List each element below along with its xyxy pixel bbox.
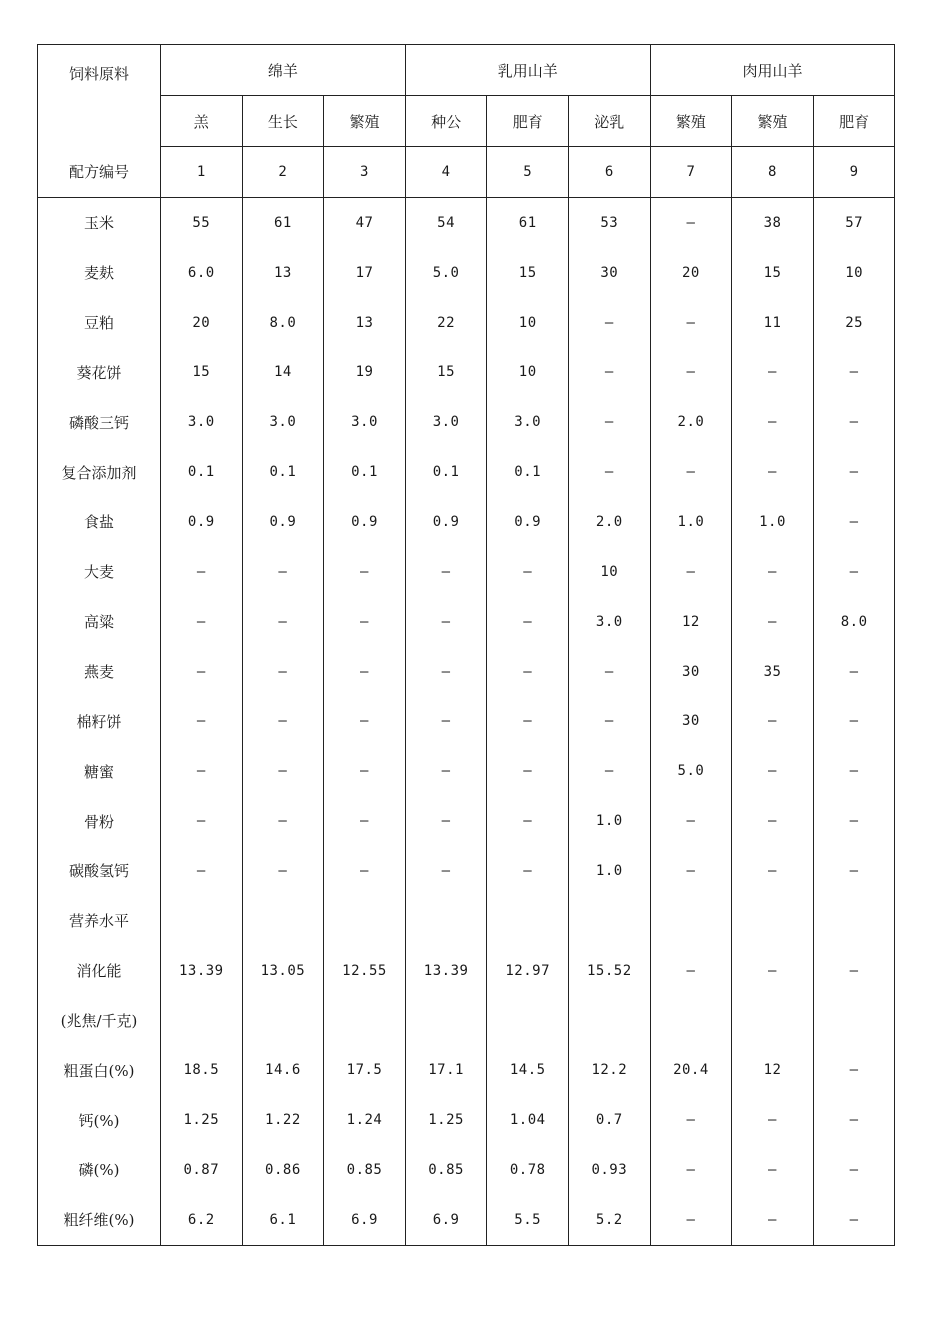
table-row — [38, 846, 895, 896]
row-label: 麦麸 — [38, 248, 161, 298]
value-cell: — — [569, 298, 651, 348]
value-cell: 12 — [650, 597, 732, 647]
value-cell: 0.1 — [405, 447, 487, 497]
value-cell: 47 — [324, 198, 406, 248]
value-cell: 1.0 — [732, 497, 814, 547]
value-cell: — — [487, 796, 569, 846]
value-cell: 5.2 — [569, 1195, 651, 1245]
table-row — [38, 348, 895, 398]
formula-number: 5 — [487, 147, 569, 198]
value-cell: — — [650, 1095, 732, 1145]
row-label: 营养水平 — [38, 896, 161, 946]
value-cell: — — [813, 397, 895, 447]
value-cell: 0.1 — [242, 447, 324, 497]
value-cell: 10 — [487, 298, 569, 348]
row-label: 葵花饼 — [38, 348, 161, 398]
table-row — [38, 1195, 895, 1245]
value-cell — [161, 896, 243, 946]
table-row — [38, 1145, 895, 1195]
value-cell: 0.1 — [324, 447, 406, 497]
table-row — [38, 447, 895, 497]
value-cell: — — [732, 796, 814, 846]
table-row — [38, 946, 895, 996]
value-cell — [242, 996, 324, 1046]
value-cell: 6.9 — [405, 1195, 487, 1245]
value-cell: — — [732, 348, 814, 398]
table-row — [38, 1095, 895, 1145]
value-cell: 13.39 — [405, 946, 487, 996]
row-label: 粗纤维(%) — [38, 1195, 161, 1245]
row-label: 玉米 — [38, 198, 161, 248]
sub-header-cell: 肥育 — [813, 96, 895, 147]
value-cell — [324, 896, 406, 946]
row-label: (兆焦/千克) — [38, 996, 161, 1046]
table-row — [38, 298, 895, 348]
value-cell: 13.05 — [242, 946, 324, 996]
value-cell: 10 — [487, 348, 569, 398]
value-cell: — — [324, 796, 406, 846]
value-cell: — — [732, 547, 814, 597]
row-label: 豆粕 — [38, 298, 161, 348]
table-row — [38, 796, 895, 846]
value-cell: — — [161, 846, 243, 896]
formula-number: 6 — [569, 147, 651, 198]
row-label: 碳酸氢钙 — [38, 846, 161, 896]
value-cell: — — [242, 547, 324, 597]
value-cell: 17.5 — [324, 1045, 406, 1095]
value-cell: — — [487, 846, 569, 896]
sub-header-cell: 泌乳 — [569, 96, 651, 147]
value-cell: 6.0 — [161, 248, 243, 298]
value-cell: 20 — [650, 248, 732, 298]
value-cell: 13.39 — [161, 946, 243, 996]
value-cell: — — [732, 447, 814, 497]
value-cell: 0.9 — [161, 497, 243, 547]
value-cell: 18.5 — [161, 1045, 243, 1095]
value-cell: — — [405, 796, 487, 846]
value-cell: — — [650, 298, 732, 348]
value-cell: — — [732, 1195, 814, 1245]
value-cell — [813, 896, 895, 946]
value-cell: 1.0 — [650, 497, 732, 547]
table-row — [38, 996, 895, 1046]
value-cell: — — [324, 696, 406, 746]
value-cell — [487, 996, 569, 1046]
value-cell: — — [324, 547, 406, 597]
formula-number: 7 — [650, 147, 732, 198]
value-cell — [161, 996, 243, 1046]
formula-number: 4 — [405, 147, 487, 198]
value-cell: 0.1 — [161, 447, 243, 497]
value-cell: — — [161, 647, 243, 697]
value-cell: 14 — [242, 348, 324, 398]
value-cell: — — [324, 746, 406, 796]
value-cell: 17.1 — [405, 1045, 487, 1095]
value-cell: 2.0 — [569, 497, 651, 547]
row-label: 消化能 — [38, 946, 161, 996]
table-row — [38, 497, 895, 547]
value-cell: — — [813, 696, 895, 746]
header-formula-number: 配方编号 — [38, 147, 161, 198]
value-cell: — — [732, 397, 814, 447]
value-cell: 30 — [650, 696, 732, 746]
value-cell: 1.25 — [161, 1095, 243, 1145]
value-cell — [405, 996, 487, 1046]
formula-number: 8 — [732, 147, 814, 198]
table-row — [38, 1045, 895, 1095]
value-cell: 0.9 — [242, 497, 324, 547]
value-cell: 20 — [161, 298, 243, 348]
value-cell: 54 — [405, 198, 487, 248]
value-cell: 3.0 — [242, 397, 324, 447]
table-row — [38, 696, 895, 746]
value-cell: — — [242, 597, 324, 647]
value-cell: 25 — [813, 298, 895, 348]
value-cell: 2.0 — [650, 397, 732, 447]
value-cell: — — [161, 796, 243, 846]
value-cell: 3.0 — [405, 397, 487, 447]
row-label: 粗蛋白(%) — [38, 1045, 161, 1095]
value-cell: — — [813, 1195, 895, 1245]
value-cell: 15 — [161, 348, 243, 398]
row-label: 磷(%) — [38, 1145, 161, 1195]
sub-header-cell: 种公 — [405, 96, 487, 147]
value-cell: 3.0 — [324, 397, 406, 447]
value-cell: — — [487, 696, 569, 746]
formula-number: 9 — [813, 147, 895, 198]
value-cell — [405, 896, 487, 946]
value-cell: — — [650, 1145, 732, 1195]
value-cell: 1.25 — [405, 1095, 487, 1145]
value-cell: — — [732, 597, 814, 647]
value-cell: 20.4 — [650, 1045, 732, 1095]
table-row — [38, 397, 895, 447]
value-cell — [813, 996, 895, 1046]
value-cell: — — [569, 447, 651, 497]
value-cell: — — [813, 746, 895, 796]
value-cell: — — [405, 746, 487, 796]
value-cell: 0.78 — [487, 1145, 569, 1195]
group-meat-goat: 肉用山羊 — [650, 45, 895, 96]
value-cell: 55 — [161, 198, 243, 248]
value-cell: 0.9 — [405, 497, 487, 547]
value-cell — [242, 896, 324, 946]
value-cell: 1.0 — [569, 846, 651, 896]
table-row — [38, 248, 895, 298]
value-cell: 1.0 — [569, 796, 651, 846]
value-cell: 12 — [732, 1045, 814, 1095]
row-label: 骨粉 — [38, 796, 161, 846]
value-cell: — — [242, 647, 324, 697]
row-label: 复合添加剂 — [38, 447, 161, 497]
row-label: 高粱 — [38, 597, 161, 647]
value-cell: 14.5 — [487, 1045, 569, 1095]
table-row — [38, 547, 895, 597]
formula-number: 2 — [242, 147, 324, 198]
table-body — [38, 198, 895, 1246]
header-feed-material: 饲料原料 — [38, 45, 161, 147]
value-cell: — — [405, 846, 487, 896]
formula-number: 3 — [324, 147, 406, 198]
sub-header-cell: 生长 — [242, 96, 324, 147]
value-cell: — — [569, 746, 651, 796]
value-cell: — — [242, 696, 324, 746]
value-cell: — — [487, 597, 569, 647]
table-row — [38, 647, 895, 697]
value-cell: 3.0 — [161, 397, 243, 447]
value-cell: — — [161, 746, 243, 796]
value-cell — [732, 896, 814, 946]
table-row — [38, 746, 895, 796]
row-label: 磷酸三钙 — [38, 397, 161, 447]
value-cell: — — [324, 846, 406, 896]
value-cell: 10 — [813, 248, 895, 298]
value-cell — [650, 896, 732, 946]
value-cell: — — [813, 547, 895, 597]
value-cell: — — [813, 1095, 895, 1145]
value-cell: 30 — [569, 248, 651, 298]
value-cell: 0.85 — [324, 1145, 406, 1195]
value-cell: 5.0 — [650, 746, 732, 796]
row-label: 食盐 — [38, 497, 161, 547]
value-cell: 1.22 — [242, 1095, 324, 1145]
value-cell: 8.0 — [242, 298, 324, 348]
value-cell: 12.55 — [324, 946, 406, 996]
value-cell: 0.93 — [569, 1145, 651, 1195]
value-cell: — — [569, 696, 651, 746]
value-cell: — — [650, 846, 732, 896]
value-cell: — — [161, 597, 243, 647]
value-cell: 10 — [569, 547, 651, 597]
row-label: 钙(%) — [38, 1095, 161, 1145]
value-cell: — — [650, 796, 732, 846]
sub-header-cell: 繁殖 — [650, 96, 732, 147]
feed-formula-table — [37, 44, 895, 1246]
value-cell: — — [732, 1145, 814, 1195]
row-label: 棉籽饼 — [38, 696, 161, 746]
value-cell: 0.85 — [405, 1145, 487, 1195]
value-cell: — — [813, 497, 895, 547]
value-cell: — — [487, 746, 569, 796]
group-sheep: 绵羊 — [161, 45, 406, 96]
value-cell: — — [324, 597, 406, 647]
sub-header-cell: 肥育 — [487, 96, 569, 147]
value-cell — [487, 896, 569, 946]
value-cell: 61 — [487, 198, 569, 248]
value-cell — [732, 996, 814, 1046]
value-cell: — — [732, 1095, 814, 1145]
value-cell: 12.2 — [569, 1045, 651, 1095]
value-cell: 6.2 — [161, 1195, 243, 1245]
sub-header-cell: 繁殖 — [324, 96, 406, 147]
value-cell: 0.7 — [569, 1095, 651, 1145]
value-cell: — — [813, 1045, 895, 1095]
table-header — [38, 45, 895, 198]
value-cell: 15 — [732, 248, 814, 298]
value-cell: 30 — [650, 647, 732, 697]
value-cell: — — [161, 696, 243, 746]
value-cell — [324, 996, 406, 1046]
value-cell: 12.97 — [487, 946, 569, 996]
value-cell: — — [732, 946, 814, 996]
value-cell: 35 — [732, 647, 814, 697]
value-cell: 13 — [242, 248, 324, 298]
value-cell: 57 — [813, 198, 895, 248]
formula-number: 1 — [161, 147, 243, 198]
value-cell: — — [732, 846, 814, 896]
value-cell: 11 — [732, 298, 814, 348]
value-cell: — — [813, 946, 895, 996]
value-cell: — — [405, 597, 487, 647]
value-cell: — — [732, 696, 814, 746]
value-cell: — — [405, 547, 487, 597]
value-cell — [650, 996, 732, 1046]
value-cell: — — [569, 647, 651, 697]
value-cell: — — [487, 647, 569, 697]
value-cell: 15.52 — [569, 946, 651, 996]
value-cell: — — [650, 547, 732, 597]
value-cell: 22 — [405, 298, 487, 348]
value-cell: — — [324, 647, 406, 697]
value-cell: — — [569, 348, 651, 398]
value-cell: 15 — [405, 348, 487, 398]
value-cell: 5.0 — [405, 248, 487, 298]
value-cell: — — [161, 547, 243, 597]
value-cell: 3.0 — [487, 397, 569, 447]
value-cell: 19 — [324, 348, 406, 398]
value-cell: 0.9 — [324, 497, 406, 547]
value-cell: — — [813, 846, 895, 896]
value-cell: — — [405, 647, 487, 697]
value-cell: — — [242, 746, 324, 796]
value-cell: — — [569, 397, 651, 447]
value-cell: 14.6 — [242, 1045, 324, 1095]
value-cell: — — [650, 348, 732, 398]
value-cell: 17 — [324, 248, 406, 298]
value-cell: 13 — [324, 298, 406, 348]
group-dairy-goat: 乳用山羊 — [405, 45, 650, 96]
value-cell: 0.1 — [487, 447, 569, 497]
value-cell: — — [650, 946, 732, 996]
value-cell: — — [813, 647, 895, 697]
value-cell: — — [650, 1195, 732, 1245]
table-row — [38, 597, 895, 647]
value-cell: — — [242, 796, 324, 846]
value-cell: 8.0 — [813, 597, 895, 647]
value-cell: — — [650, 447, 732, 497]
value-cell: — — [650, 198, 732, 248]
table-row — [38, 198, 895, 248]
sub-header-cell: 繁殖 — [732, 96, 814, 147]
value-cell: — — [405, 696, 487, 746]
value-cell: 5.5 — [487, 1195, 569, 1245]
value-cell: — — [813, 796, 895, 846]
value-cell: — — [487, 547, 569, 597]
value-cell — [569, 896, 651, 946]
value-cell: 3.0 — [569, 597, 651, 647]
value-cell: 61 — [242, 198, 324, 248]
value-cell — [569, 996, 651, 1046]
value-cell: 15 — [487, 248, 569, 298]
value-cell: — — [813, 447, 895, 497]
value-cell: 38 — [732, 198, 814, 248]
row-label: 燕麦 — [38, 647, 161, 697]
value-cell: 0.9 — [487, 497, 569, 547]
value-cell: 0.87 — [161, 1145, 243, 1195]
value-cell: 1.24 — [324, 1095, 406, 1145]
row-label: 糖蜜 — [38, 746, 161, 796]
row-label: 大麦 — [38, 547, 161, 597]
value-cell: — — [813, 1145, 895, 1195]
value-cell: 0.86 — [242, 1145, 324, 1195]
value-cell: 1.04 — [487, 1095, 569, 1145]
table-row — [38, 896, 895, 946]
value-cell: 53 — [569, 198, 651, 248]
value-cell: 6.1 — [242, 1195, 324, 1245]
value-cell: — — [732, 746, 814, 796]
value-cell: — — [813, 348, 895, 398]
value-cell: — — [242, 846, 324, 896]
sub-header-cell: 羔 — [161, 96, 243, 147]
value-cell: 6.9 — [324, 1195, 406, 1245]
